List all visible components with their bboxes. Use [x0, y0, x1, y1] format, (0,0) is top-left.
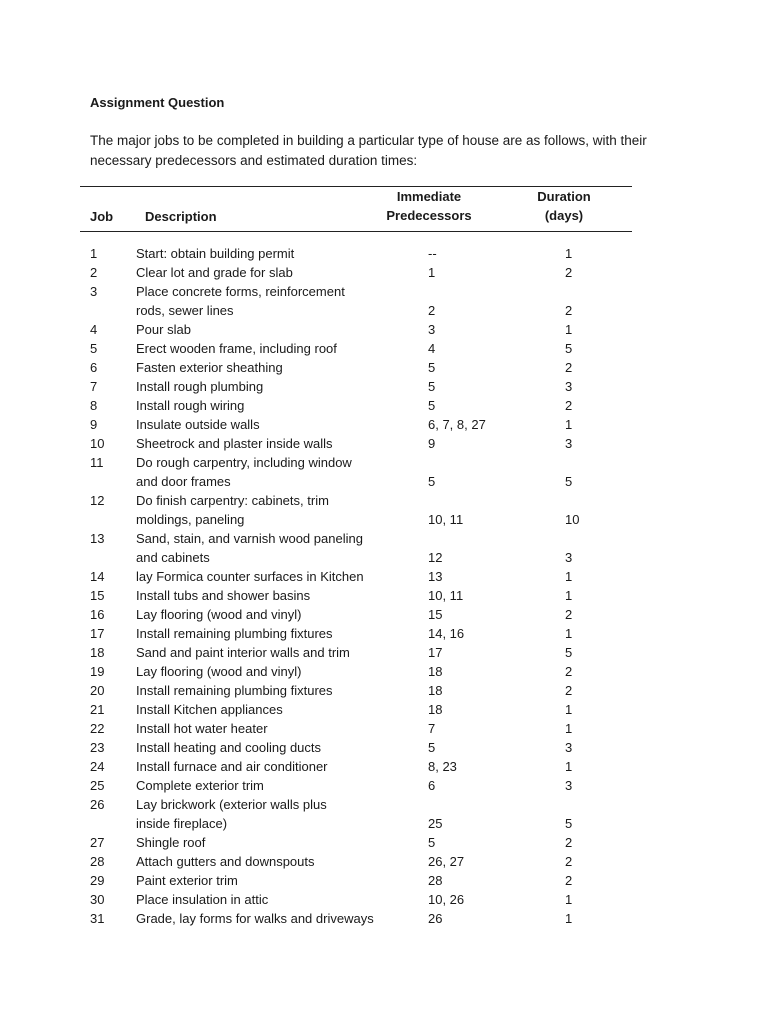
- job-number: 13: [90, 531, 105, 546]
- job-description-line: Erect wooden frame, including roof: [136, 341, 337, 356]
- job-description-line: Install remaining plumbing fixtures: [136, 683, 333, 698]
- job-description: [136, 757, 328, 776]
- job-number: 24: [90, 759, 105, 774]
- job-predecessors: 17: [428, 645, 443, 660]
- job-predecessors: 6, 7, 8, 27: [428, 417, 486, 432]
- job-predecessors: 10, 11: [428, 512, 464, 527]
- job-predecessors: 18: [428, 664, 443, 679]
- job-number: 25: [90, 778, 105, 793]
- job-description-line: Lay flooring (wood and vinyl): [136, 664, 302, 679]
- job-duration: 1: [565, 417, 573, 432]
- job-description-line: and door frames: [136, 474, 231, 489]
- job-description-line: Shingle roof: [136, 835, 206, 850]
- job-description-line: Sand, stain, and varnish wood paneling: [136, 531, 363, 546]
- table-row: [0, 795, 768, 833]
- job-duration: 3: [565, 436, 573, 451]
- job-number: 23: [90, 740, 105, 755]
- job-number: 2: [90, 265, 98, 280]
- job-number: 31: [90, 911, 105, 926]
- job-number: 11: [90, 455, 104, 470]
- table-row: [0, 529, 768, 567]
- job-duration: 5: [565, 816, 573, 831]
- job-predecessors: 18: [428, 702, 443, 717]
- job-description-line: Attach gutters and downspouts: [136, 854, 315, 869]
- job-description-line: Install remaining plumbing fixtures: [136, 626, 333, 641]
- job-duration: 5: [565, 645, 573, 660]
- job-description-line: Fasten exterior sheathing: [136, 360, 283, 375]
- job-description: [136, 453, 352, 491]
- job-description-line: Clear lot and grade for slab: [136, 265, 293, 280]
- job-number: 18: [90, 645, 105, 660]
- job-predecessors: 9: [428, 436, 436, 451]
- job-description: [136, 586, 310, 605]
- job-table-body: [0, 244, 768, 928]
- table-row: [0, 605, 768, 624]
- table-row: [0, 377, 768, 396]
- job-predecessors: 4: [428, 341, 436, 356]
- job-number: 5: [90, 341, 98, 356]
- job-predecessors: 15: [428, 607, 443, 622]
- job-predecessors: 5: [428, 360, 436, 375]
- job-number: 17: [90, 626, 105, 641]
- job-predecessors: 5: [428, 379, 436, 394]
- job-duration: 1: [565, 911, 573, 926]
- table-header-rule: [80, 231, 632, 232]
- job-number: 26: [90, 797, 105, 812]
- job-predecessors: 10, 26: [428, 892, 465, 907]
- job-description: [136, 700, 283, 719]
- job-description-line: rods, sewer lines: [136, 303, 234, 318]
- job-number: 6: [90, 360, 98, 375]
- table-row: [0, 909, 768, 928]
- header-duration-line1: Duration: [537, 189, 591, 204]
- job-description-line: moldings, paneling: [136, 512, 245, 527]
- job-number: 27: [90, 835, 105, 850]
- job-duration: 3: [565, 379, 573, 394]
- job-duration: 3: [565, 550, 573, 565]
- job-number: 9: [90, 417, 98, 432]
- table-row: [0, 890, 768, 909]
- job-predecessors: 14, 16: [428, 626, 465, 641]
- table-row: [0, 738, 768, 757]
- job-number: 4: [90, 322, 98, 337]
- job-description: [136, 738, 321, 757]
- job-description: [136, 244, 294, 263]
- job-predecessors: 25: [428, 816, 443, 831]
- job-predecessors: 3: [428, 322, 436, 337]
- job-duration: 2: [565, 398, 573, 413]
- job-number: 30: [90, 892, 105, 907]
- job-predecessors: 5: [428, 835, 436, 850]
- table-row: [0, 757, 768, 776]
- header-job: Job: [90, 209, 114, 224]
- table-row: [0, 320, 768, 339]
- job-description-line: inside fireplace): [136, 816, 228, 831]
- header-duration-line2: (days): [544, 208, 584, 223]
- table-row: [0, 415, 768, 434]
- job-number: 22: [90, 721, 105, 736]
- table-row: [0, 871, 768, 890]
- job-predecessors: 26: [428, 911, 443, 926]
- job-description: [136, 358, 283, 377]
- job-number: 10: [90, 436, 105, 451]
- job-duration: 2: [565, 664, 573, 679]
- job-description: [136, 871, 238, 890]
- table-row: [0, 586, 768, 605]
- table-row: [0, 681, 768, 700]
- job-description: [136, 377, 263, 396]
- job-description: [136, 263, 293, 282]
- job-duration: 1: [565, 322, 573, 337]
- job-duration: 2: [565, 360, 573, 375]
- job-predecessors: 8, 23: [428, 759, 457, 774]
- job-description: [136, 795, 327, 833]
- job-number: 12: [90, 493, 105, 508]
- job-description-line: Grade, lay forms for walks and driveways: [136, 911, 374, 926]
- job-predecessors: 13: [428, 569, 443, 584]
- job-duration: 1: [565, 892, 573, 907]
- job-description-line: Place concrete forms, reinforcement: [136, 284, 345, 299]
- job-predecessors: 12: [428, 550, 443, 565]
- table-row: [0, 339, 768, 358]
- job-description: [136, 434, 333, 453]
- job-description: [136, 605, 301, 624]
- job-description: [136, 890, 268, 909]
- job-predecessors: 10, 11: [428, 588, 464, 603]
- job-predecessors: 5: [428, 474, 436, 489]
- job-description-line: Sheetrock and plaster inside walls: [136, 436, 333, 451]
- job-description-line: Install Kitchen appliances: [136, 702, 283, 717]
- job-description: [136, 320, 191, 339]
- job-description-line: Insulate outside walls: [136, 417, 260, 432]
- job-predecessors: 2: [428, 303, 436, 318]
- table-row: [0, 643, 768, 662]
- table-row: [0, 719, 768, 738]
- job-description: [136, 415, 260, 434]
- job-description-line: Install hot water heater: [136, 721, 268, 736]
- job-duration: 2: [565, 854, 573, 869]
- job-description-line: Install furnace and air conditioner: [136, 759, 328, 774]
- job-description-line: Sand and paint interior walls and trim: [136, 645, 350, 660]
- header-description: Description: [145, 209, 217, 224]
- job-duration: 1: [565, 721, 573, 736]
- job-description: [136, 396, 244, 415]
- table-row: [0, 491, 768, 529]
- job-description: [136, 567, 364, 586]
- job-duration: 3: [565, 740, 573, 755]
- job-number: 21: [90, 702, 105, 717]
- intro-paragraph: The major jobs to be completed in building a particular type of house are as follows, with their necessary predecessors and estimated duration times:: [90, 133, 647, 168]
- job-duration: 2: [565, 683, 573, 698]
- job-number: 7: [90, 379, 98, 394]
- assignment-title: Assignment Question: [90, 95, 225, 110]
- table-row: [0, 776, 768, 795]
- table-row: [0, 662, 768, 681]
- table-row: [0, 396, 768, 415]
- job-duration: 1: [565, 626, 573, 641]
- job-description-line: Lay flooring (wood and vinyl): [136, 607, 302, 622]
- table-row: [0, 358, 768, 377]
- job-duration: 2: [565, 303, 573, 318]
- job-description: [136, 491, 329, 529]
- job-number: 14: [90, 569, 105, 584]
- header-predecessors-line2: Predecessors: [386, 208, 472, 223]
- job-duration: 1: [565, 702, 573, 717]
- job-duration: 5: [565, 474, 573, 489]
- job-description-line: Paint exterior trim: [136, 873, 238, 888]
- header-predecessors-line1: Immediate: [396, 189, 462, 204]
- table-row: [0, 567, 768, 586]
- job-number: 28: [90, 854, 105, 869]
- job-duration: 1: [565, 759, 573, 774]
- job-description-line: Complete exterior trim: [136, 778, 264, 793]
- table-row: [0, 282, 768, 320]
- job-number: 20: [90, 683, 105, 698]
- job-duration: 2: [565, 835, 573, 850]
- job-duration: 5: [565, 341, 573, 356]
- job-description-line: Install heating and cooling ducts: [136, 740, 322, 755]
- header-predecessors: [380, 187, 478, 225]
- job-duration: 2: [565, 873, 573, 888]
- job-description: [136, 662, 301, 681]
- job-description: [136, 643, 350, 662]
- job-description: [136, 776, 264, 795]
- job-description: [136, 852, 315, 871]
- job-duration: 10: [565, 512, 580, 527]
- table-row: [0, 244, 768, 263]
- header-duration: [530, 187, 598, 225]
- job-description: [136, 909, 374, 928]
- job-description-line: lay Formica counter surfaces in Kitchen: [136, 569, 364, 584]
- job-description: [136, 529, 363, 567]
- job-duration: 3: [565, 778, 573, 793]
- job-description-line: Pour slab: [136, 322, 191, 337]
- job-predecessors: 6: [428, 778, 436, 793]
- job-predecessors: 28: [428, 873, 443, 888]
- job-predecessors: 18: [428, 683, 443, 698]
- job-predecessors: 5: [428, 398, 436, 413]
- job-description-line: Place insulation in attic: [136, 892, 269, 907]
- job-description-line: Install rough wiring: [136, 398, 245, 413]
- job-duration: 1: [565, 588, 573, 603]
- job-number: 3: [90, 284, 98, 299]
- job-description: [136, 339, 337, 358]
- job-description-line: Do rough carpentry, including window: [136, 455, 352, 470]
- table-row: [0, 453, 768, 491]
- table-row: [0, 624, 768, 643]
- job-duration: 2: [565, 265, 573, 280]
- table-row: [0, 700, 768, 719]
- job-description-line: Install rough plumbing: [136, 379, 264, 394]
- job-number: 8: [90, 398, 98, 413]
- job-number: 29: [90, 873, 105, 888]
- table-row: [0, 852, 768, 871]
- job-description-line: Install tubs and shower basins: [136, 588, 311, 603]
- job-predecessors: 26, 27: [428, 854, 465, 869]
- job-description-line: and cabinets: [136, 550, 210, 565]
- table-row: [0, 833, 768, 852]
- job-predecessors: --: [428, 246, 437, 261]
- table-row: [0, 263, 768, 282]
- job-description: [136, 681, 333, 700]
- job-duration: 1: [565, 569, 573, 584]
- job-description: [136, 719, 268, 738]
- job-predecessors: 7: [428, 721, 436, 736]
- job-predecessors: 1: [428, 265, 436, 280]
- job-duration: 1: [565, 246, 573, 261]
- job-description-line: Do finish carpentry: cabinets, trim: [136, 493, 329, 508]
- table-row: [0, 434, 768, 453]
- job-number: 1: [90, 246, 98, 261]
- job-description: [136, 833, 205, 852]
- job-description: [136, 282, 345, 320]
- job-description: [136, 624, 333, 643]
- job-duration: 2: [565, 607, 573, 622]
- job-description-line: Lay brickwork (exterior walls plus: [136, 797, 327, 812]
- job-description-line: Start: obtain building permit: [136, 246, 295, 261]
- job-number: 19: [90, 664, 105, 679]
- job-number: 16: [90, 607, 105, 622]
- job-number: 15: [90, 588, 105, 603]
- job-predecessors: 5: [428, 740, 436, 755]
